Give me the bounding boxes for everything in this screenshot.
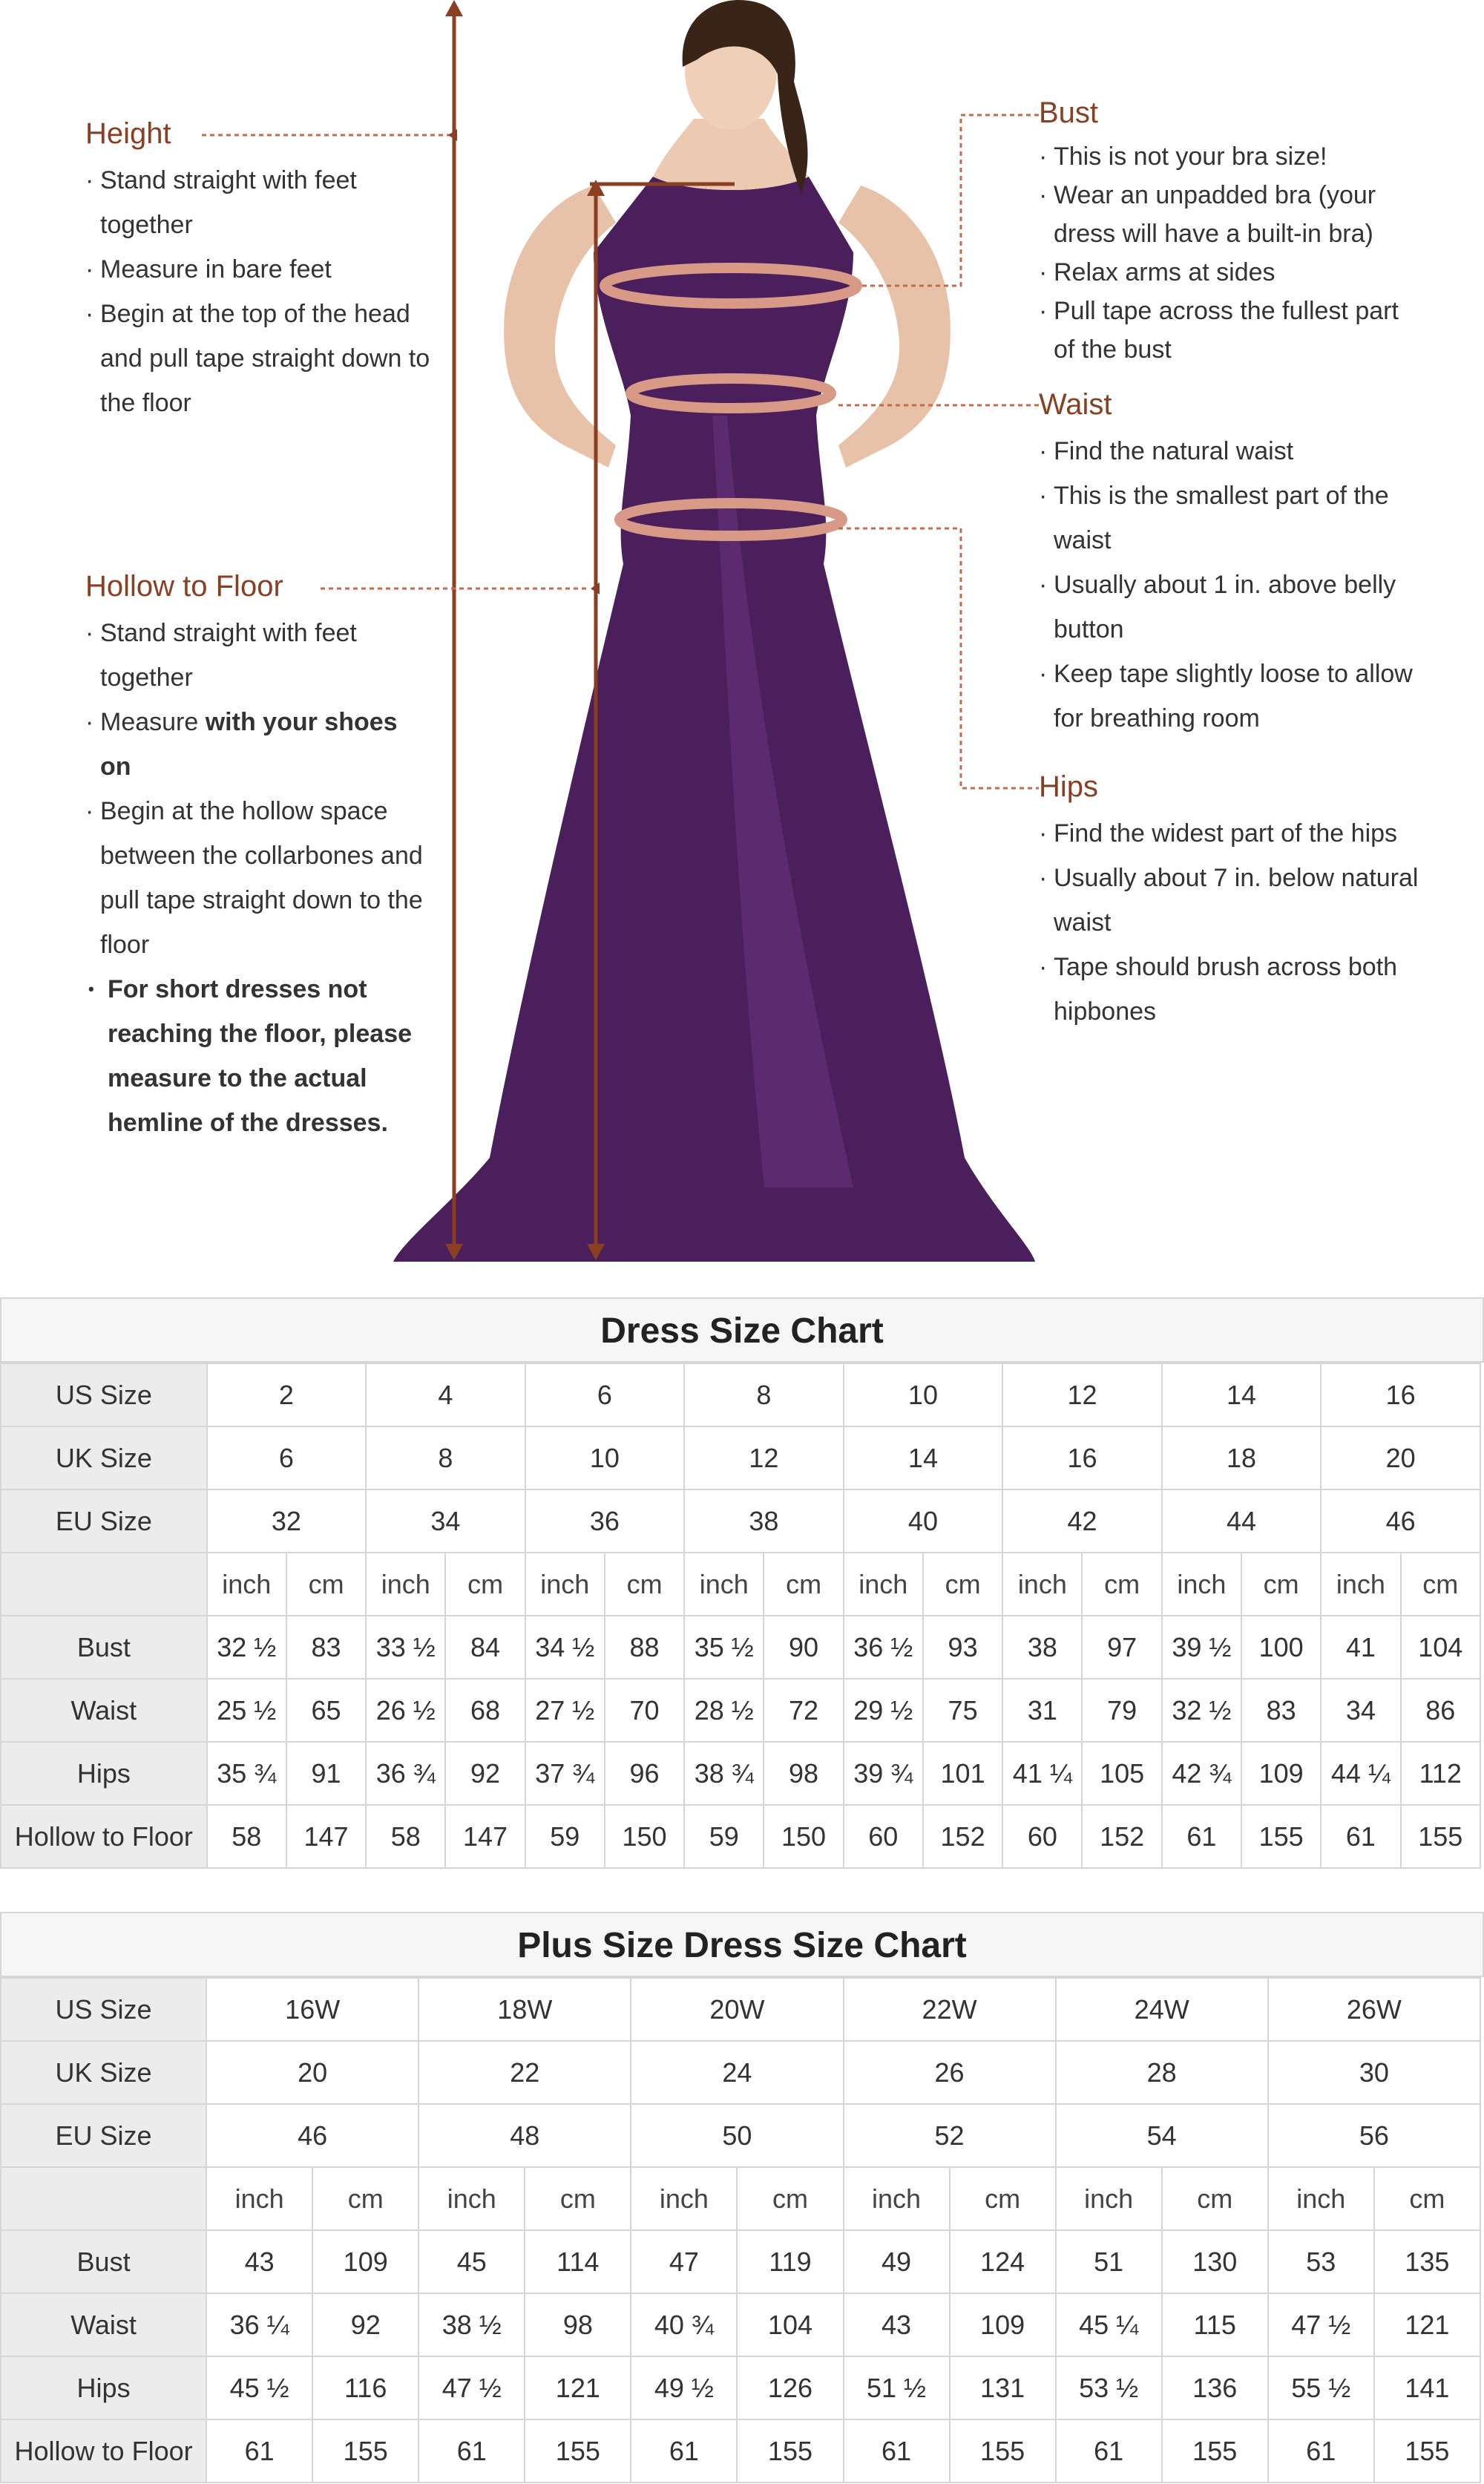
size-cell: 14	[1162, 1363, 1322, 1426]
row-label: US Size	[1, 1363, 207, 1426]
size-cell: 12	[1002, 1363, 1162, 1426]
measure-cell: 59	[525, 1805, 605, 1868]
size-cell: 54	[1056, 2104, 1268, 2167]
measure-cell: 47	[631, 2230, 737, 2293]
measure-cell: 58	[207, 1805, 286, 1868]
size-cell: 42	[1002, 1490, 1162, 1553]
unit-row-label	[1, 1553, 207, 1616]
measure-cell: 65	[286, 1679, 366, 1742]
measure-cell: 124	[950, 2230, 1056, 2293]
measure-cell: 121	[525, 2356, 631, 2419]
measure-cell: 152	[923, 1805, 1002, 1868]
measure-cell: 51	[1056, 2230, 1162, 2293]
size-cell: 44	[1162, 1490, 1322, 1553]
measure-cell: 61	[631, 2419, 737, 2483]
size-cell: 16W	[206, 1978, 418, 2041]
size-cell: 20	[206, 2041, 418, 2104]
size-cell: 20	[1321, 1426, 1480, 1490]
waist-title: Waist	[1039, 388, 1112, 421]
measure-cell: 45	[418, 2230, 525, 2293]
unit-inch: inch	[684, 1553, 764, 1616]
size-cell: 10	[844, 1363, 1003, 1426]
measure-cell: 96	[605, 1742, 684, 1805]
measure-row	[1, 1742, 1480, 1805]
size-cell: 26	[844, 2041, 1056, 2104]
unit-cm: cm	[286, 1553, 366, 1616]
unit-inch: inch	[844, 1553, 923, 1616]
hips-section	[1039, 767, 1425, 1034]
measure-cell: 49	[844, 2230, 950, 2293]
measure-cell: 147	[445, 1805, 525, 1868]
size-cell: 40	[844, 1490, 1003, 1553]
measure-cell: 38 ½	[418, 2293, 525, 2356]
measure-cell: 31	[1002, 1679, 1082, 1742]
plus-size-chart	[0, 1912, 1484, 2483]
measure-cell: 41 ¼	[1002, 1742, 1082, 1805]
size-cell: 38	[684, 1490, 844, 1553]
size-cell: 46	[1321, 1490, 1480, 1553]
measure-cell: 39 ¾	[844, 1742, 923, 1805]
size-cell: 56	[1268, 2104, 1480, 2167]
measure-cell: 112	[1401, 1742, 1480, 1805]
row-label: Waist	[1, 2293, 206, 2356]
row-label: Hollow to Floor	[1, 1805, 207, 1868]
hollow-section	[85, 566, 434, 1145]
size-row	[1, 2104, 1480, 2167]
measure-cell: 109	[950, 2293, 1056, 2356]
measure-cell: 79	[1082, 1679, 1161, 1742]
plus-chart-title: Plus Size Dress Size Chart	[0, 1912, 1484, 1977]
hollow-shoes-bold: with your shoes on	[100, 708, 398, 781]
bust-item: · Pull tape across the fullest part of the bust	[1039, 292, 1425, 369]
measure-cell: 34 ½	[525, 1616, 605, 1679]
hollow-shoes-prefix: Measure	[100, 708, 206, 736]
measure-cell: 61	[418, 2419, 525, 2483]
measure-cell: 86	[1401, 1679, 1480, 1742]
unit-cm: cm	[764, 1553, 843, 1616]
measure-cell: 155	[312, 2419, 418, 2483]
measure-cell: 155	[1241, 1805, 1321, 1868]
unit-inch: inch	[418, 2167, 525, 2230]
measure-cell: 29 ½	[844, 1679, 923, 1742]
dress-size-chart	[0, 1297, 1484, 1869]
measure-cell: 36 ½	[844, 1616, 923, 1679]
measure-cell: 32 ½	[1162, 1679, 1241, 1742]
measure-cell: 104	[737, 2293, 843, 2356]
size-row	[1, 1426, 1480, 1490]
size-cell: 6	[525, 1363, 685, 1426]
size-cell: 46	[206, 2104, 418, 2167]
size-cell: 4	[366, 1363, 525, 1426]
dress-size-table	[0, 1363, 1481, 1869]
measure-cell: 88	[605, 1616, 684, 1679]
measure-cell: 35 ¾	[207, 1742, 286, 1805]
row-label: Hips	[1, 1742, 207, 1805]
size-cell: 36	[525, 1490, 685, 1553]
size-cell: 12	[684, 1426, 844, 1490]
size-cell: 6	[207, 1426, 367, 1490]
measure-cell: 92	[312, 2293, 418, 2356]
size-cell: 30	[1268, 2041, 1480, 2104]
measure-cell: 49 ½	[631, 2356, 737, 2419]
hollow-title: Hollow to Floor	[85, 570, 283, 603]
measure-cell: 41	[1321, 1616, 1400, 1679]
measure-cell: 53 ½	[1056, 2356, 1162, 2419]
waist-section	[1039, 384, 1425, 741]
unit-row	[1, 1553, 1480, 1616]
measure-cell: 32 ½	[207, 1616, 286, 1679]
row-label: Hollow to Floor	[1, 2419, 206, 2483]
unit-inch: inch	[631, 2167, 737, 2230]
measure-cell: 155	[1162, 2419, 1268, 2483]
measure-cell: 98	[525, 2293, 631, 2356]
row-label: EU Size	[1, 2104, 206, 2167]
height-section	[85, 114, 434, 425]
size-cell: 8	[684, 1363, 844, 1426]
measure-cell: 101	[923, 1742, 1002, 1805]
measure-row	[1, 1679, 1480, 1742]
measure-cell: 155	[1401, 1805, 1480, 1868]
waist-item: · Find the natural waist	[1039, 429, 1425, 473]
measure-cell: 155	[1374, 2419, 1480, 2483]
unit-cm: cm	[1241, 1553, 1321, 1616]
measure-cell: 36 ¾	[366, 1742, 445, 1805]
size-row	[1, 1363, 1480, 1426]
unit-cm: cm	[1401, 1553, 1480, 1616]
measure-cell: 100	[1241, 1616, 1321, 1679]
measure-cell: 70	[605, 1679, 684, 1742]
measure-cell: 115	[1162, 2293, 1268, 2356]
measure-cell: 150	[605, 1805, 684, 1868]
measure-cell: 105	[1082, 1742, 1161, 1805]
hips-list	[1039, 811, 1425, 1034]
measure-cell: 26 ½	[366, 1679, 445, 1742]
measure-cell: 150	[764, 1805, 843, 1868]
measure-cell: 42 ¾	[1162, 1742, 1241, 1805]
size-cell: 24	[631, 2041, 843, 2104]
hollow-item: · Stand straight with feet together	[85, 611, 434, 700]
measure-cell: 130	[1162, 2230, 1268, 2293]
measure-cell: 104	[1401, 1616, 1480, 1679]
right-arm	[838, 186, 951, 468]
height-arrow-top	[445, 0, 463, 16]
size-cell: 2	[207, 1363, 367, 1426]
waist-item: · This is the smallest part of the waist	[1039, 473, 1425, 563]
waist-item: · Keep tape slightly loose to allow for breathing room	[1039, 652, 1425, 741]
hips-item: · Tape should brush across both hipbones	[1039, 945, 1425, 1034]
row-label: Hips	[1, 2356, 206, 2419]
row-label: UK Size	[1, 1426, 207, 1490]
measure-cell: 136	[1162, 2356, 1268, 2419]
measure-cell: 109	[312, 2230, 418, 2293]
size-cell: 28	[1056, 2041, 1268, 2104]
hollow-note: • For short dresses not reaching the floor, please measure to the actual hemline of the dresses.	[85, 967, 434, 1145]
size-cell: 52	[844, 2104, 1056, 2167]
measure-cell: 131	[950, 2356, 1056, 2419]
size-cell: 50	[631, 2104, 843, 2167]
measure-cell: 45 ¼	[1056, 2293, 1162, 2356]
measure-cell: 61	[844, 2419, 950, 2483]
hips-title: Hips	[1039, 770, 1099, 803]
unit-inch: inch	[206, 2167, 312, 2230]
measure-cell: 38	[1002, 1616, 1082, 1679]
measure-cell: 116	[312, 2356, 418, 2419]
measure-cell: 90	[764, 1616, 843, 1679]
hips-item: · Find the widest part of the hips	[1039, 811, 1425, 856]
hollow-item: · Begin at the hollow space between the collarbones and pull tape straight down to the floor	[85, 789, 434, 967]
measure-cell: 43	[844, 2293, 950, 2356]
size-cell: 18	[1162, 1426, 1322, 1490]
measure-cell: 37 ¾	[525, 1742, 605, 1805]
measure-cell: 55 ½	[1268, 2356, 1374, 2419]
measure-row	[1, 2230, 1480, 2293]
measure-cell: 121	[1374, 2293, 1480, 2356]
measure-cell: 27 ½	[525, 1679, 605, 1742]
bust-list	[1039, 137, 1425, 369]
measure-cell: 155	[737, 2419, 843, 2483]
size-row	[1, 1490, 1480, 1553]
bust-item: · This is not your bra size!	[1039, 137, 1425, 176]
unit-inch: inch	[1056, 2167, 1162, 2230]
measure-cell: 61	[1268, 2419, 1374, 2483]
row-label: EU Size	[1, 1490, 207, 1553]
measure-cell: 34	[1321, 1679, 1400, 1742]
measure-cell: 119	[737, 2230, 843, 2293]
measure-cell: 60	[844, 1805, 923, 1868]
unit-cm: cm	[950, 2167, 1056, 2230]
row-label: Bust	[1, 2230, 206, 2293]
measure-cell: 72	[764, 1679, 843, 1742]
hollow-item-shoes	[85, 700, 434, 789]
measure-cell: 61	[1321, 1805, 1400, 1868]
size-cell: 18W	[418, 1978, 631, 2041]
unit-cm: cm	[605, 1553, 684, 1616]
row-label: Waist	[1, 1679, 207, 1742]
unit-inch: inch	[1268, 2167, 1374, 2230]
bust-section	[1039, 93, 1425, 369]
measure-cell: 47 ½	[418, 2356, 525, 2419]
measure-cell: 152	[1082, 1805, 1161, 1868]
bust-item: · Relax arms at sides	[1039, 253, 1425, 292]
height-item: · Begin at the top of the head and pull tape straight down to the floor	[85, 292, 434, 425]
hips-item: · Usually about 7 in. below natural waist	[1039, 856, 1425, 945]
measure-cell: 43	[206, 2230, 312, 2293]
measure-cell: 83	[286, 1616, 366, 1679]
measure-row	[1, 2419, 1480, 2483]
measure-cell: 93	[923, 1616, 1002, 1679]
size-cell: 20W	[631, 1978, 843, 2041]
size-row	[1, 2041, 1480, 2104]
measure-cell: 53	[1268, 2230, 1374, 2293]
size-cell: 14	[844, 1426, 1003, 1490]
measure-cell: 47 ½	[1268, 2293, 1374, 2356]
plus-size-table	[0, 1977, 1481, 2483]
measure-cell: 33 ½	[366, 1616, 445, 1679]
size-cell: 8	[366, 1426, 525, 1490]
measure-cell: 91	[286, 1742, 366, 1805]
size-cell: 22W	[844, 1978, 1056, 2041]
height-item: · Measure in bare feet	[85, 247, 434, 292]
size-cell: 24W	[1056, 1978, 1268, 2041]
size-cell: 16	[1002, 1426, 1162, 1490]
row-label: US Size	[1, 1978, 206, 2041]
size-cell: 26W	[1268, 1978, 1480, 2041]
hollow-list	[85, 611, 434, 1145]
measure-cell: 68	[445, 1679, 525, 1742]
unit-inch: inch	[1321, 1553, 1400, 1616]
unit-cm: cm	[525, 2167, 631, 2230]
measure-cell: 60	[1002, 1805, 1082, 1868]
measure-cell: 126	[737, 2356, 843, 2419]
size-cell: 16	[1321, 1363, 1480, 1426]
size-row	[1, 1978, 1480, 2041]
measure-cell: 36 ¼	[206, 2293, 312, 2356]
measure-cell: 141	[1374, 2356, 1480, 2419]
measure-cell: 61	[1056, 2419, 1162, 2483]
unit-cm: cm	[923, 1553, 1002, 1616]
measure-cell: 109	[1241, 1742, 1321, 1805]
measure-cell: 61	[206, 2419, 312, 2483]
measure-row	[1, 2293, 1480, 2356]
unit-cm: cm	[1374, 2167, 1480, 2230]
measure-cell: 28 ½	[684, 1679, 764, 1742]
unit-row-label	[1, 2167, 206, 2230]
size-cell: 10	[525, 1426, 685, 1490]
measure-cell: 83	[1241, 1679, 1321, 1742]
measure-cell: 59	[684, 1805, 764, 1868]
height-list	[85, 158, 434, 425]
measure-cell: 97	[1082, 1616, 1161, 1679]
height-title: Height	[85, 117, 171, 150]
measure-cell: 44 ¼	[1321, 1742, 1400, 1805]
measure-cell: 114	[525, 2230, 631, 2293]
unit-cm: cm	[1082, 1553, 1161, 1616]
measure-cell: 98	[764, 1742, 843, 1805]
measure-cell: 61	[1162, 1805, 1241, 1868]
measure-cell: 51 ½	[844, 2356, 950, 2419]
measure-cell: 39 ½	[1162, 1616, 1241, 1679]
height-item: · Stand straight with feet together	[85, 158, 434, 247]
unit-inch: inch	[844, 2167, 950, 2230]
unit-inch: inch	[207, 1553, 286, 1616]
measure-cell: 40 ¾	[631, 2293, 737, 2356]
measure-row	[1, 1805, 1480, 1868]
waist-item: · Usually about 1 in. above belly button	[1039, 563, 1425, 652]
measure-cell: 92	[445, 1742, 525, 1805]
measure-cell: 38 ¾	[684, 1742, 764, 1805]
size-cell: 32	[207, 1490, 367, 1553]
measure-row	[1, 2356, 1480, 2419]
dress-chart-title: Dress Size Chart	[0, 1297, 1484, 1363]
measure-cell: 84	[445, 1616, 525, 1679]
measure-cell: 135	[1374, 2230, 1480, 2293]
measure-row	[1, 1616, 1480, 1679]
measure-cell: 155	[525, 2419, 631, 2483]
unit-cm: cm	[312, 2167, 418, 2230]
row-label: UK Size	[1, 2041, 206, 2104]
measure-cell: 155	[950, 2419, 1056, 2483]
measure-cell: 58	[366, 1805, 445, 1868]
waist-list	[1039, 429, 1425, 741]
measure-cell: 35 ½	[684, 1616, 764, 1679]
unit-inch: inch	[366, 1553, 445, 1616]
unit-cm: cm	[737, 2167, 843, 2230]
unit-cm: cm	[1162, 2167, 1268, 2230]
size-cell: 34	[366, 1490, 525, 1553]
left-arm	[504, 186, 616, 468]
unit-inch: inch	[1162, 1553, 1241, 1616]
unit-inch: inch	[1002, 1553, 1082, 1616]
size-cell: 48	[418, 2104, 631, 2167]
measure-cell: 147	[286, 1805, 366, 1868]
measure-cell: 25 ½	[207, 1679, 286, 1742]
bust-title: Bust	[1039, 96, 1099, 129]
unit-inch: inch	[525, 1553, 605, 1616]
measure-cell: 45 ½	[206, 2356, 312, 2419]
bust-item: · Wear an unpadded bra (your dress will have a built-in bra)	[1039, 176, 1425, 253]
unit-cm: cm	[445, 1553, 525, 1616]
unit-row	[1, 2167, 1480, 2230]
measure-cell: 75	[923, 1679, 1002, 1742]
size-cell: 22	[418, 2041, 631, 2104]
row-label: Bust	[1, 1616, 207, 1679]
